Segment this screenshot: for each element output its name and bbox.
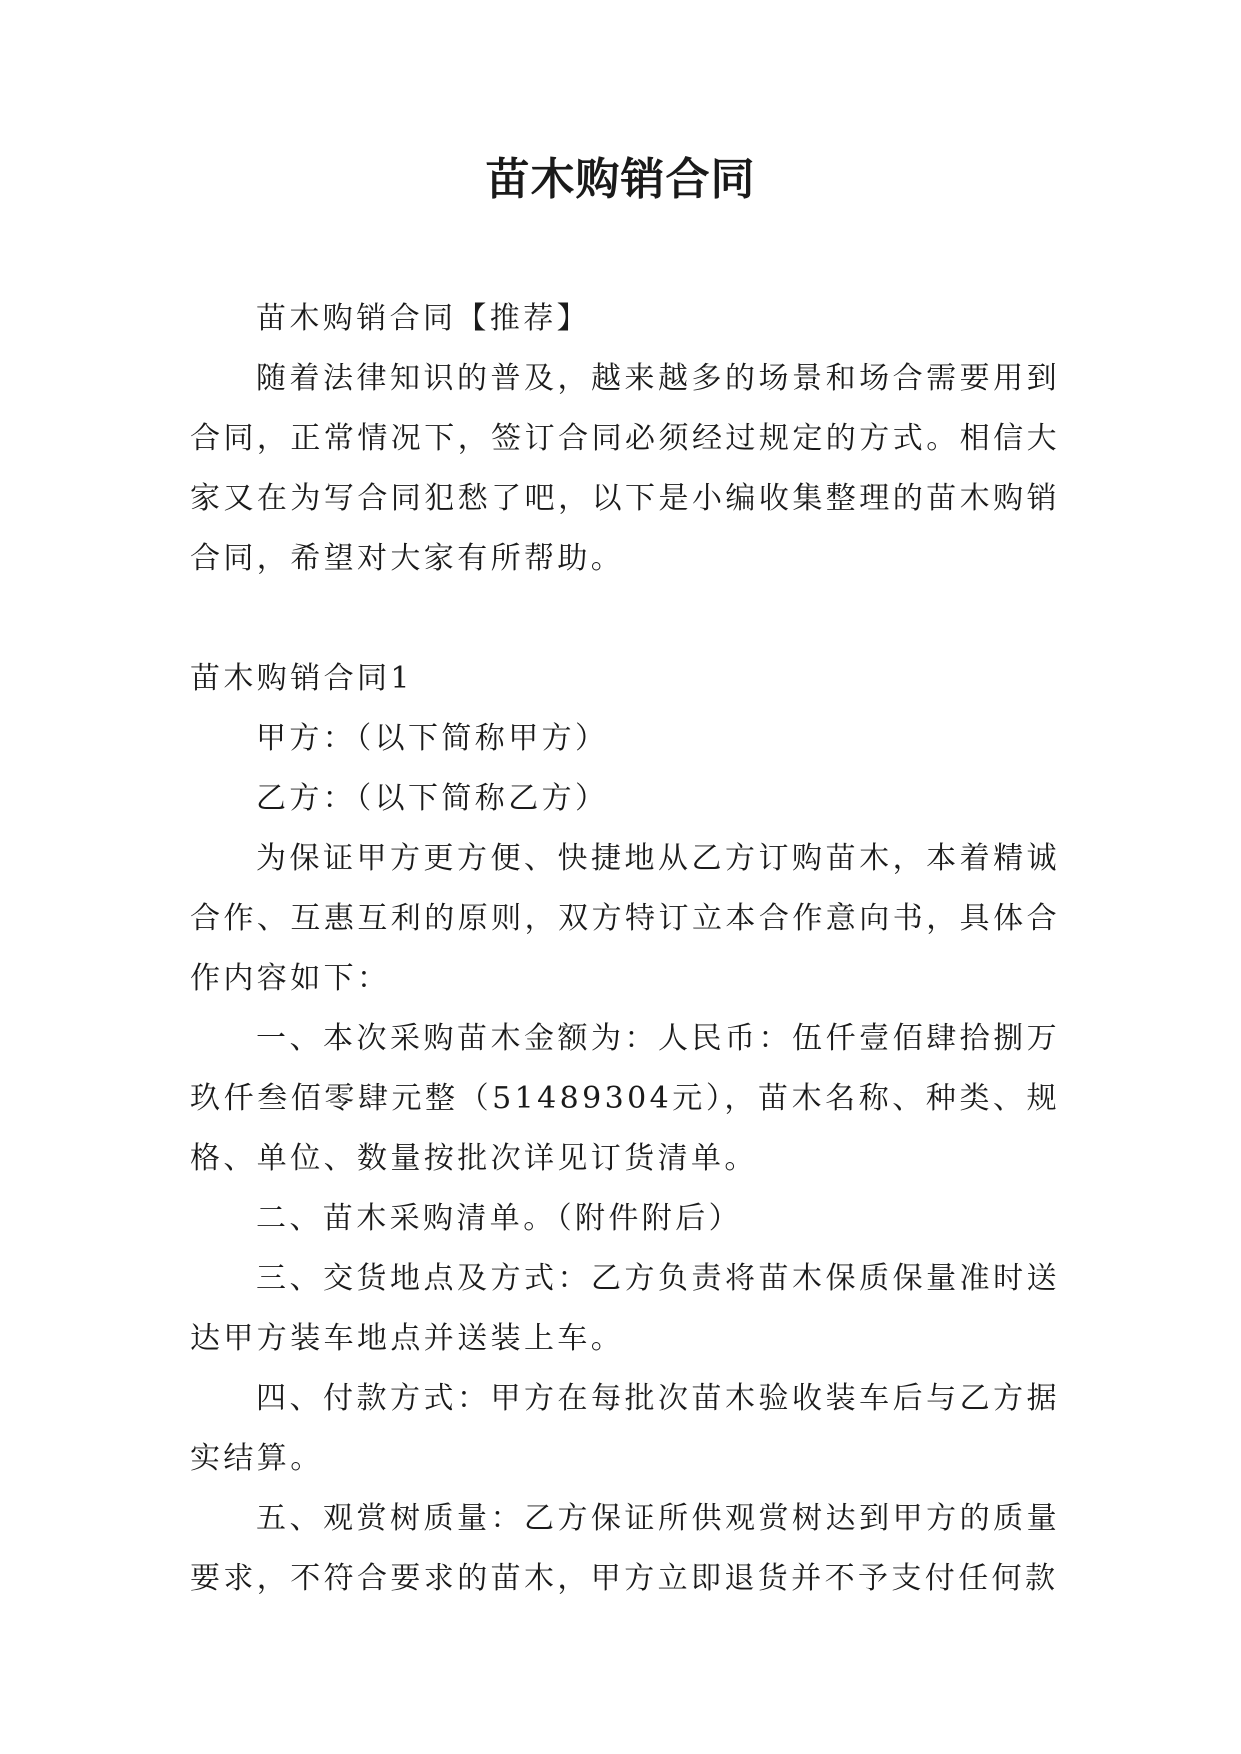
intro-paragraph: 随着法律知识的普及，越来越多的场景和场合需要用到合同，正常情况下，签订合同必须经过规定的方式。相信大家又在为写合同犯愁了吧，以下是小编收集整理的苗木购销合同，希望对大家有所帮助。 [190, 361, 1060, 576]
clause-2: 二、苗木采购清单。（附件附后） [256, 1201, 742, 1236]
clause-5: 五、观赏树质量：乙方保证所供观赏树达到甲方的质量要求，不符合要求的苗木，甲方立即退货并不予支付任何款 [190, 1501, 1060, 1596]
clause-1: 一、本次采购苗木金额为：人民币：伍仟壹佰肆拾捌万玖仟叁佰零肆元整（51489304元），苗木名称、种类、规格、单位、数量按批次详见订货清单。 [190, 1021, 1060, 1176]
party-a-line: 甲方：（以下简称甲方） [256, 721, 609, 756]
party-b-line: 乙方：（以下简称乙方） [256, 781, 609, 816]
paragraph-gap [190, 589, 1060, 649]
clause-3: 三、交货地点及方式：乙方负责将苗木保质保量准时送达甲方装车地点并送装上车。 [190, 1261, 1060, 1356]
intro-heading: 苗木购销合同【推荐】 [256, 301, 590, 336]
clause-4: 四、付款方式：甲方在每批次苗木验收装车后与乙方据实结算。 [190, 1381, 1060, 1476]
section-title: 苗木购销合同1 [190, 661, 413, 696]
document-title: 苗木购销合同 [485, 154, 756, 205]
preamble-paragraph: 为保证甲方更方便、快捷地从乙方订购苗木，本着精诚合作、互惠互利的原则，双方特订立本合作意向书，具体合作内容如下： [190, 841, 1060, 996]
document-body [190, 289, 1060, 1609]
